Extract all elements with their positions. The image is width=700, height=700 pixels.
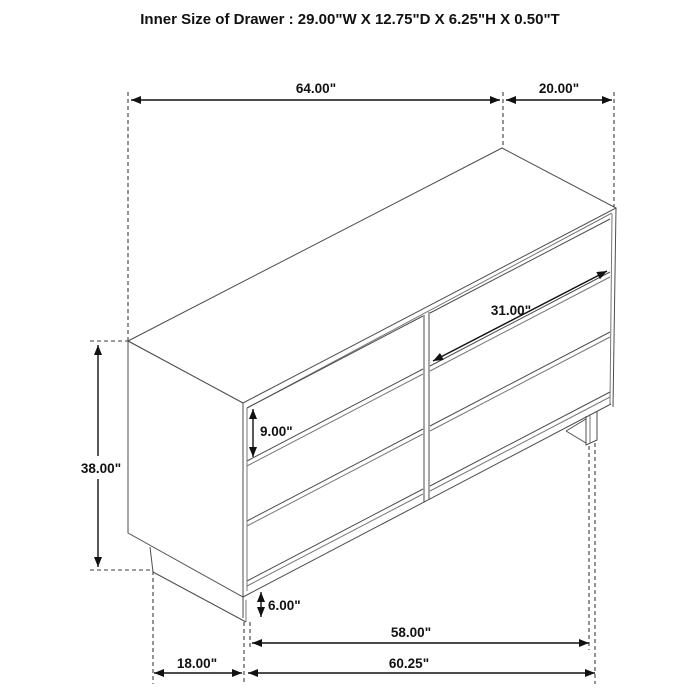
- dim-label-top-width: 64.00": [295, 81, 337, 96]
- dresser-top-face: [128, 148, 616, 403]
- dim-label-bottom-width: 60.25": [388, 656, 430, 671]
- center-divider: [424, 312, 429, 502]
- dim-label-drawer-width: 31.00": [490, 303, 532, 318]
- dim-label-overall-height: 38.00": [80, 461, 122, 476]
- page-title: Inner Size of Drawer : 29.00"W X 12.75"D X 6.25"H X 0.50"T: [140, 11, 560, 28]
- dim-label-drawer-height: 9.00": [260, 424, 293, 439]
- dim-label-top-depth: 20.00": [538, 81, 580, 96]
- dim-label-bottom-inner-width: 58.00": [390, 625, 432, 640]
- dresser-drawing: [128, 148, 616, 622]
- right-leg: [566, 411, 597, 445]
- dim-label-bottom-side-depth: 18.00": [176, 656, 218, 671]
- dim-label-base-height: 6.00": [268, 598, 301, 613]
